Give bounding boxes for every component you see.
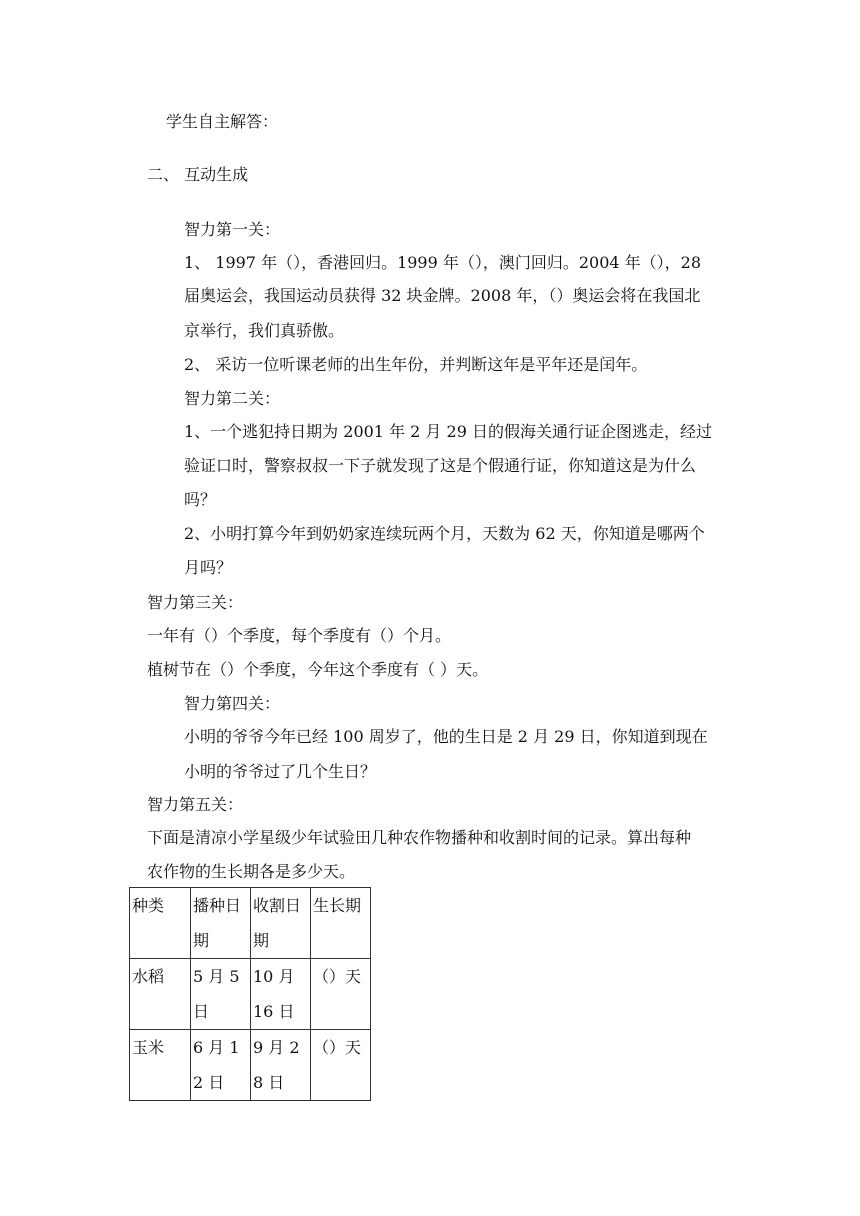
- header-cell-sowing-date: 播种日期: [191, 888, 251, 959]
- table-row: [130, 1030, 371, 1101]
- cell-harvest-date: 10 月 16 日: [251, 959, 311, 1030]
- self-answer-label: 学生自主解答：: [166, 112, 279, 131]
- crop-table: [129, 887, 371, 1101]
- level-5-title: 智力第五关：: [147, 795, 244, 814]
- level-4-question-line-2: 小明的爷爷过了几个生日？: [184, 762, 377, 781]
- section-heading: 二、 互动生成: [147, 165, 249, 184]
- level-4-title: 智力第四关：: [184, 694, 281, 713]
- level-3-question-2: 植树节在（）个季度，今年这个季度有（ ）天。: [147, 660, 489, 679]
- level-5-intro: 下面是清凉小学星级少年试验田几种农作物播种和收割时间的记录。算出每种: [147, 828, 692, 847]
- cell-sowing-date: 6 月 12 日: [191, 1030, 251, 1101]
- level-1-question-1: 1、 1997 年（），香港回归。1999 年（），澳门回归。2004 年（），28: [184, 253, 702, 272]
- header-cell-type: 种类: [130, 888, 191, 959]
- cell-growth-period: （）天: [311, 959, 371, 1030]
- level-3-title: 智力第三关：: [147, 593, 244, 612]
- level-2-question-1-line-3: 吗？: [184, 490, 217, 509]
- level-4-question: 小明的爷爷今年已经 100 周岁了，他的生日是 2 月 29 日，你知道到现在: [184, 727, 708, 746]
- header-cell-growth-period: 生长期: [311, 888, 371, 959]
- header-cell-harvest-date: 收割日期: [251, 888, 311, 959]
- level-3-question-1: 一年有（）个季度，每个季度有（）个月。: [147, 626, 452, 645]
- level-2-question-2-line-2: 月吗？: [184, 558, 233, 577]
- level-1-title: 智力第一关：: [184, 220, 281, 239]
- level-2-question-2: 2、小明打算今年到奶奶家连续玩两个月，天数为 62 天，你知道是哪两个: [184, 524, 705, 543]
- level-2-title: 智力第二关：: [184, 389, 281, 408]
- level-1-question-1-line-3: 京举行，我们真骄傲。: [184, 321, 345, 340]
- level-1-question-1-line-2: 届奥运会，我国运动员获得 32 块金牌。2008 年，（）奥运会将在我国北: [184, 286, 701, 305]
- level-2-question-1-line-2: 验证口时，警察叔叔一下子就发现了这是个假通行证，你知道这是为什么: [184, 456, 697, 475]
- table-header-row: [130, 888, 371, 959]
- cell-crop-name: 水稻: [130, 959, 191, 1030]
- cell-sowing-date: 5 月 5 日: [191, 959, 251, 1030]
- table-row: [130, 959, 371, 1030]
- level-1-question-2: 2、 采访一位听课老师的出生年份，并判断这年是平年还是闰年。: [184, 355, 648, 374]
- level-5-intro-line-2: 农作物的生长期各是多少天。: [147, 862, 356, 881]
- level-2-question-1: 1、一个逃犯持日期为 2001 年 2 月 29 日的假海关通行证企图逃走，经过: [184, 422, 712, 441]
- cell-crop-name: 玉米: [130, 1030, 191, 1101]
- cell-growth-period: （）天: [311, 1030, 371, 1101]
- cell-harvest-date: 9 月 28 日: [251, 1030, 311, 1101]
